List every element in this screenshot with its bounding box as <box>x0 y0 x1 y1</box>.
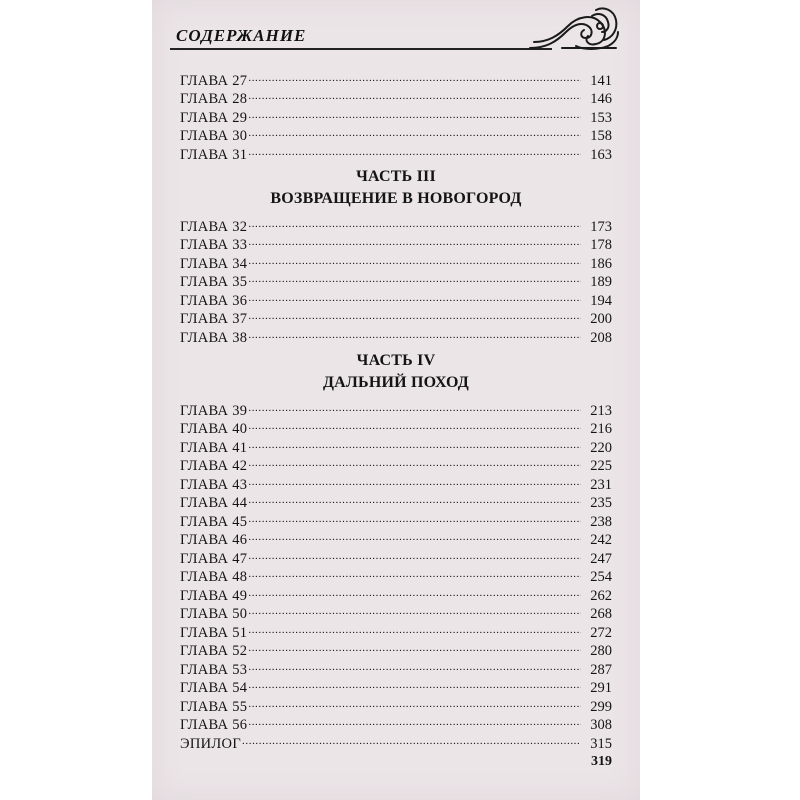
toc-entry-label: ГЛАВА 48 <box>180 569 248 585</box>
toc-entry-label: ГЛАВА 41 <box>180 439 248 456</box>
toc-entry-label: ГЛАВА 30 <box>180 128 248 144</box>
toc-entry-page: 272 <box>590 624 612 641</box>
toc-leader-dots <box>248 66 581 85</box>
toc-entry-label: ГЛАВА 34 <box>180 255 248 272</box>
toc-entry-label: ГЛАВА 42 <box>180 458 248 474</box>
toc-entry-page: 299 <box>590 698 612 715</box>
toc-entry-label: ГЛАВА 28 <box>180 91 248 107</box>
toc-entry-page: 262 <box>590 587 612 604</box>
toc-leader-dots <box>248 618 581 637</box>
toc-entry-page: 189 <box>590 274 612 290</box>
toc-leader-dots <box>248 563 581 582</box>
page-number: 319 <box>591 754 612 769</box>
toc-leader-dots <box>248 655 581 674</box>
toc-leader-dots <box>248 637 581 656</box>
toc-entry-label: ГЛАВА 54 <box>180 680 248 696</box>
toc-leader-dots <box>248 526 581 545</box>
header-title: СОДЕРЖАНИЕ <box>176 26 307 45</box>
toc-entry-page: 208 <box>590 329 612 346</box>
toc-leader-dots <box>248 489 581 508</box>
toc-entry-page: 146 <box>590 91 612 107</box>
part-4-heading <box>152 350 640 394</box>
toc-leader-dots <box>248 268 581 287</box>
toc-entry-label: ЭПИЛОГ <box>180 735 242 752</box>
toc-entry-epilogue[interactable] <box>180 729 612 752</box>
toc-entry[interactable] <box>180 212 612 235</box>
toc-leader-dots <box>248 470 581 489</box>
toc-entry-page: 141 <box>590 72 612 89</box>
toc-entry-page: 220 <box>590 439 612 456</box>
toc-group-1 <box>180 66 612 163</box>
toc-entry-page: 287 <box>590 661 612 678</box>
toc-leader-dots <box>248 581 581 600</box>
toc-leader-dots <box>248 452 581 471</box>
toc-leader-dots <box>248 231 581 250</box>
toc-entry-label: ГЛАВА 51 <box>180 624 248 641</box>
toc-leader-dots <box>248 122 581 141</box>
celtic-ornament-icon <box>526 2 622 54</box>
toc-entry-label: ГЛАВА 45 <box>180 513 248 530</box>
toc-entry-label: ГЛАВА 49 <box>180 587 248 604</box>
toc-entry-label: ГЛАВА 46 <box>180 532 248 548</box>
toc-entry-label: ГЛАВА 27 <box>180 72 248 89</box>
toc-entry-label: ГЛАВА 39 <box>180 402 248 419</box>
toc-entry-page: 225 <box>590 458 612 474</box>
toc-entry-label: ГЛАВА 55 <box>180 698 248 715</box>
toc-entry-page: 173 <box>590 218 612 235</box>
toc-leader-dots <box>248 415 581 434</box>
toc-entry-label: ГЛАВА 47 <box>180 550 248 567</box>
toc-leader-dots <box>248 711 581 730</box>
toc-entry-label: ГЛАВА 35 <box>180 274 248 290</box>
toc-entry-page: 163 <box>590 146 612 163</box>
toc-entry-label: ГЛАВА 44 <box>180 495 248 511</box>
header-rule <box>170 48 552 50</box>
part-4-number: ЧАСТЬ IV <box>356 352 436 369</box>
part-3-number: ЧАСТЬ III <box>356 168 436 185</box>
toc-entry-page: 231 <box>590 476 612 493</box>
toc-entry-page: 308 <box>590 717 612 733</box>
toc-entry-page: 238 <box>590 513 612 530</box>
toc-entry-page: 216 <box>590 421 612 437</box>
toc-entry-label: ГЛАВА 43 <box>180 476 248 493</box>
toc-leader-dots <box>248 674 581 693</box>
toc-entry-label: ГЛАВА 38 <box>180 329 248 346</box>
toc-entry-label: ГЛАВА 50 <box>180 606 248 622</box>
toc-leader-dots <box>248 600 581 619</box>
toc-leader-dots <box>248 85 581 104</box>
toc-entry-page: 254 <box>590 569 612 585</box>
toc-entry-label: ГЛАВА 52 <box>180 643 248 659</box>
toc-leader-dots <box>248 103 581 122</box>
part-4-title: ДАЛЬНИЙ ПОХОД <box>322 374 470 391</box>
toc-entry-label: ГЛАВА 31 <box>180 146 248 163</box>
toc-entry-label: ГЛАВА 36 <box>180 292 248 309</box>
toc-entry-page: 200 <box>590 311 612 327</box>
toc-leader-dots <box>248 396 581 415</box>
toc-leader-dots <box>248 692 581 711</box>
toc-entry-page: 247 <box>590 550 612 567</box>
toc-entry-page: 158 <box>590 128 612 144</box>
toc-group-2 <box>180 212 612 346</box>
toc-entry-page: 213 <box>590 402 612 419</box>
toc-entry[interactable] <box>180 396 612 419</box>
book-page <box>152 0 640 800</box>
toc-entry-label: ГЛАВА 32 <box>180 218 248 235</box>
toc-leader-dots <box>248 305 581 324</box>
toc-leader-dots <box>248 140 581 159</box>
toc-entry-page: 268 <box>590 606 612 622</box>
toc-entry-page: 235 <box>590 495 612 511</box>
page-header <box>170 0 622 56</box>
part-3-title: ВОЗВРАЩЕНИЕ В НОВОГОРОД <box>270 190 522 207</box>
toc-entry-page: 178 <box>590 237 612 253</box>
toc-entry-label: ГЛАВА 33 <box>180 237 248 253</box>
toc-entry[interactable] <box>180 66 612 89</box>
toc-entry-page: 242 <box>590 532 612 548</box>
toc-entry-page: 153 <box>590 109 612 126</box>
toc-entry-page: 194 <box>590 292 612 309</box>
toc-entry-page: 280 <box>590 643 612 659</box>
toc-entry-label: ГЛАВА 29 <box>180 109 248 126</box>
toc-leader-dots <box>248 286 581 305</box>
toc-entry-label: ГЛАВА 40 <box>180 421 248 437</box>
toc-entry-page: 291 <box>590 680 612 696</box>
toc-leader-dots <box>248 323 581 342</box>
toc-leader-dots <box>248 544 581 563</box>
toc-leader-dots <box>248 433 581 452</box>
toc-entry-label: ГЛАВА 53 <box>180 661 248 678</box>
toc-entry-page: 186 <box>590 255 612 272</box>
part-3-heading <box>152 166 640 210</box>
toc-leader-dots <box>248 507 581 526</box>
toc-leader-dots <box>242 729 581 748</box>
toc-entry-page: 315 <box>590 735 612 752</box>
toc-leader-dots <box>248 212 581 231</box>
toc-entry-label: ГЛАВА 56 <box>180 717 248 733</box>
toc-group-3 <box>180 396 612 752</box>
toc-entry-label: ГЛАВА 37 <box>180 311 248 327</box>
toc-leader-dots <box>248 249 581 268</box>
